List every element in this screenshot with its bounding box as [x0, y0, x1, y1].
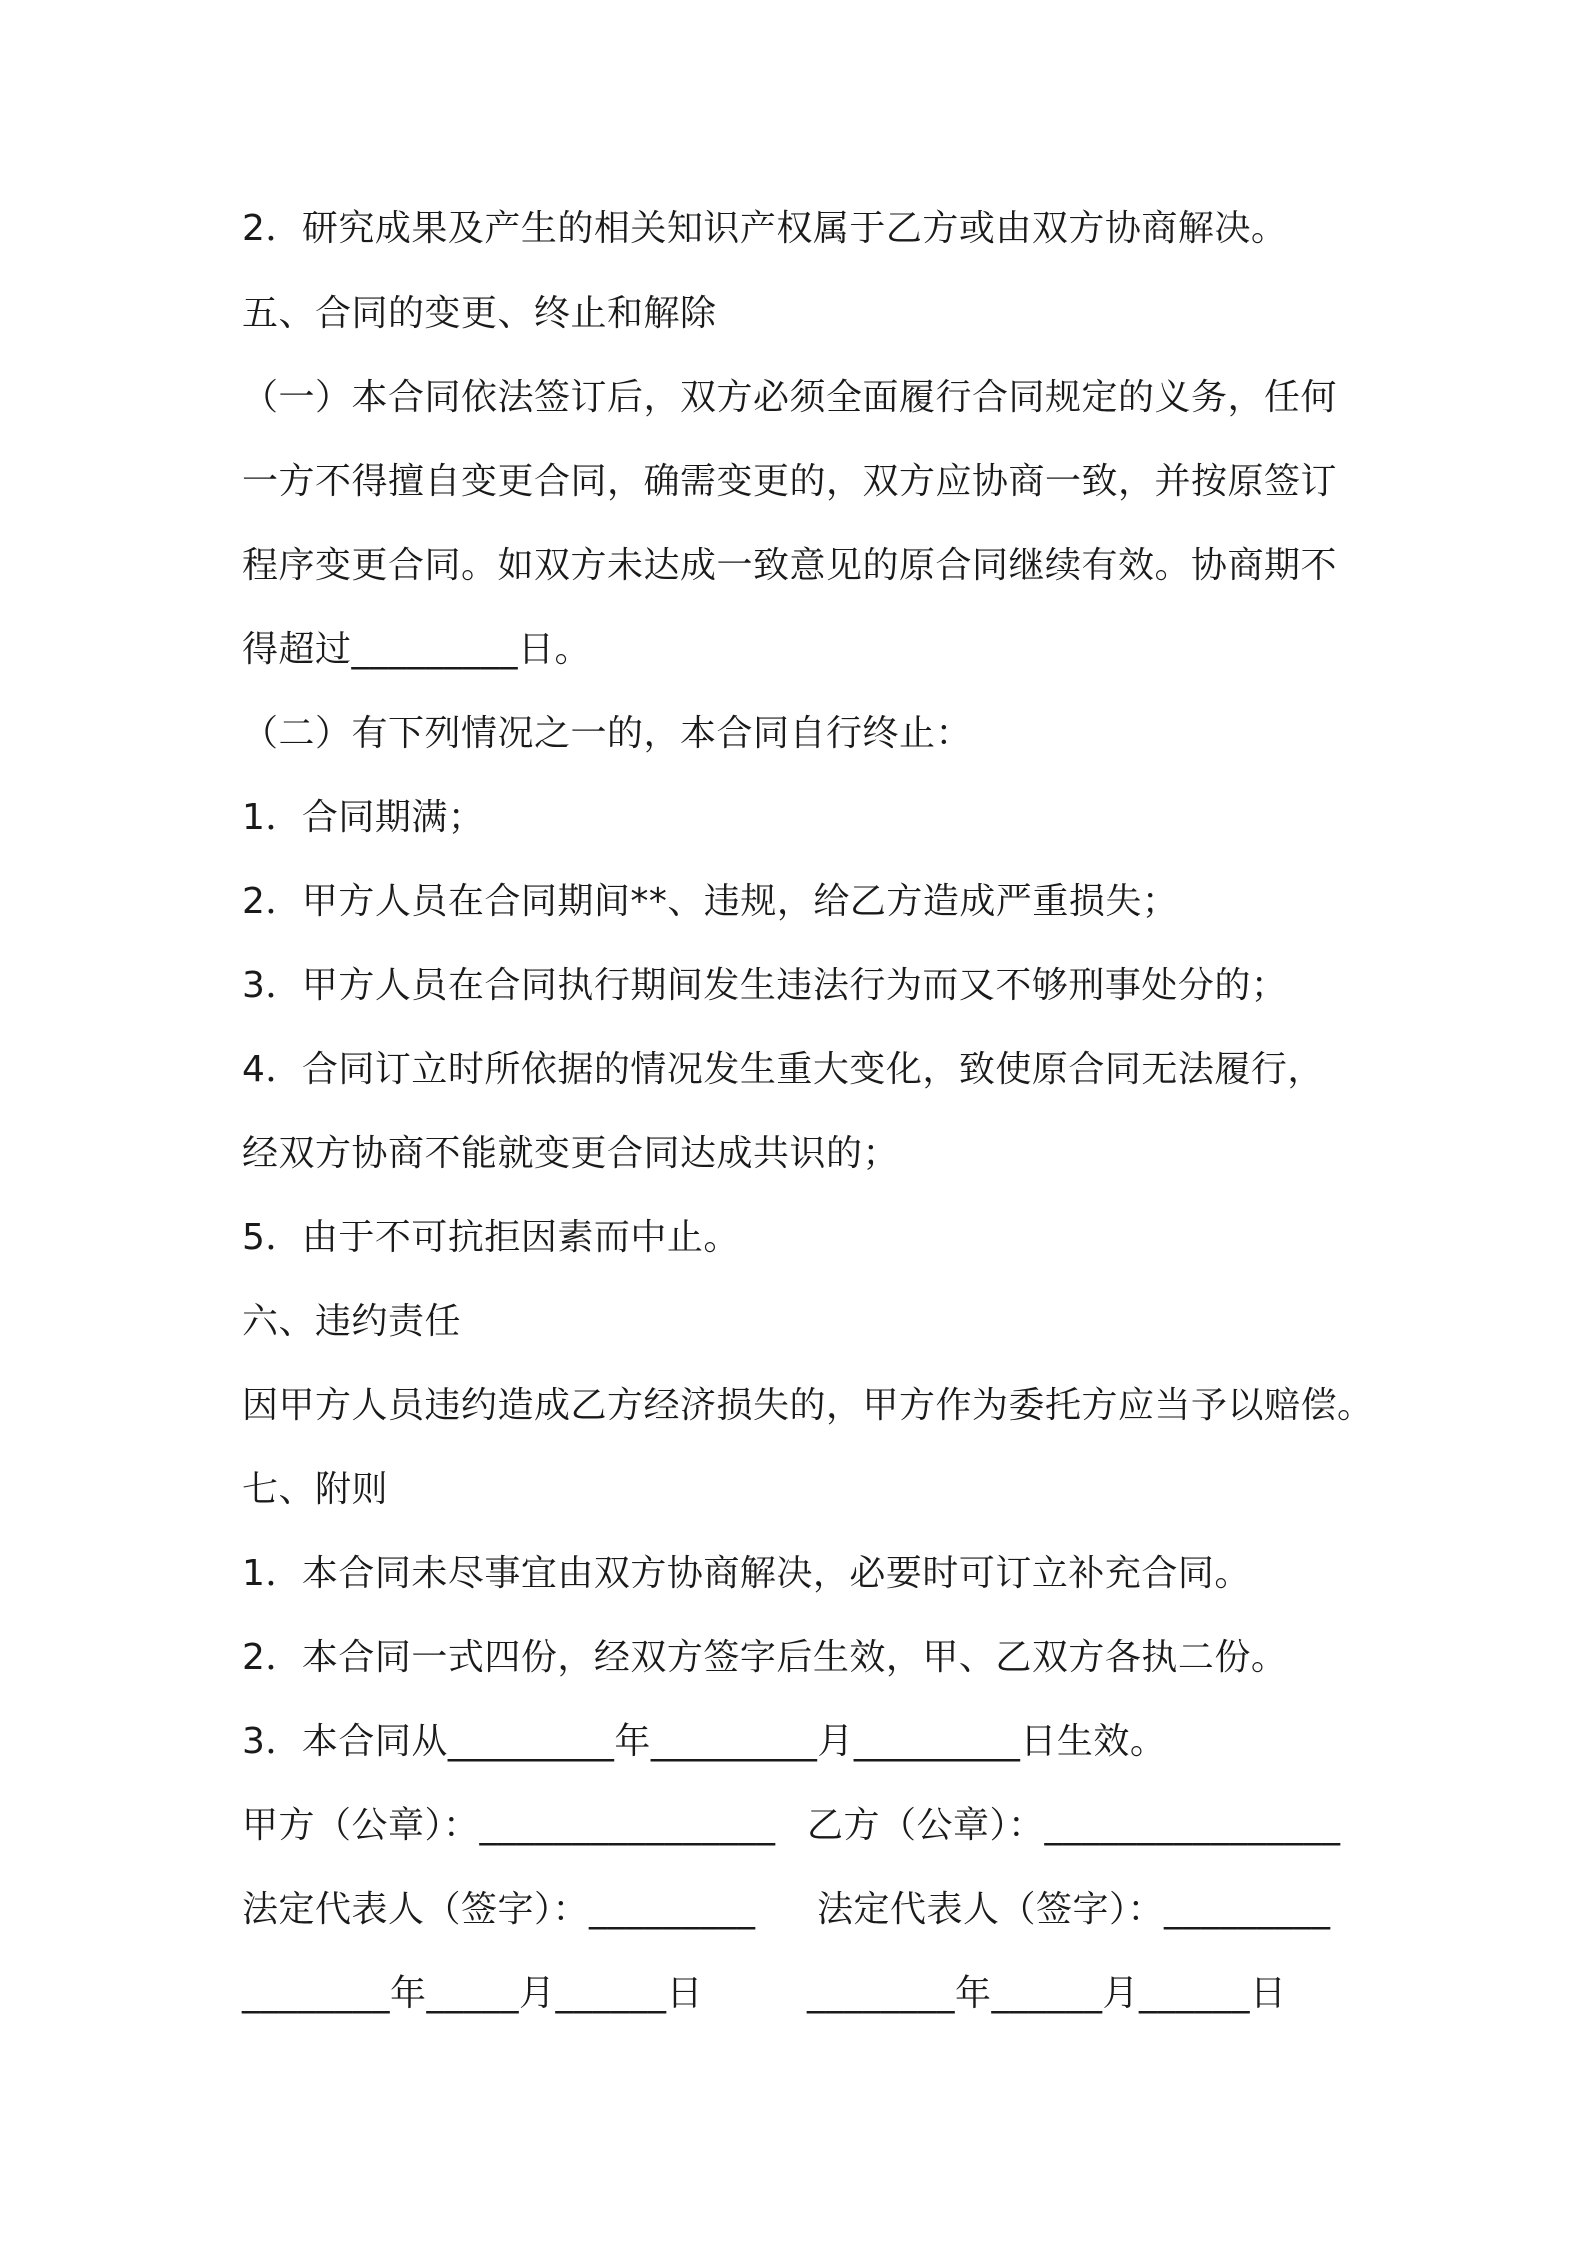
clause-5-1-line-2: 一方不得擅自变更合同，确需变更的，双方应协商一致，并按原签订: [242, 461, 1338, 502]
clause-5-2: 2．研究成果及产生的相关知识产权属于乙方或由双方协商解决。: [242, 208, 1288, 249]
clause-6-text: 因甲方人员违约造成乙方经济损失的，甲方作为委托方应当予以赔偿。: [242, 1385, 1374, 1426]
clause-5-1-line-3: 程序变更合同。如双方未达成一致意见的原合同继续有效。协商期不: [242, 545, 1338, 586]
signature-date-row: [242, 1970, 1287, 2018]
termination-item-5: 5．由于不可抗拒因素而中止。: [242, 1217, 740, 1258]
party-b-seal: 乙方（公章）：________________: [807, 1805, 1341, 1846]
section-5-heading: 五、合同的变更、终止和解除: [242, 293, 717, 334]
clause-5-1-line-1: （一）本合同依法签订后，双方必须全面履行合同规定的义务，任何: [242, 377, 1338, 418]
section-7-heading: 七、附则: [242, 1469, 389, 1510]
clause-5-1-line-4: 得超过_________日。: [242, 629, 592, 670]
party-b-representative: 法定代表人（签字）：_________: [817, 1889, 1331, 1930]
termination-item-4-line-1: 4．合同订立时所依据的情况发生重大变化，致使原合同无法履行，: [242, 1049, 1324, 1090]
party-b-date: ________年______月______日: [807, 1973, 1287, 2014]
clause-7-3: 3．本合同从_________年_________月_________日生效。: [242, 1721, 1167, 1762]
clause-7-1: 1．本合同未尽事宜由双方协商解决，必要时可订立补充合同。: [242, 1553, 1251, 1594]
party-a-seal: 甲方（公章）：________________: [242, 1805, 776, 1846]
clause-7-2: 2．本合同一式四份，经双方签字后生效，甲、乙双方各执二份。: [242, 1637, 1288, 1678]
signature-seal-row: [242, 1802, 1341, 1850]
termination-item-1: 1．合同期满；: [242, 797, 485, 838]
party-a-representative: 法定代表人（签字）：_________: [242, 1889, 756, 1930]
section-6-heading: 六、违约责任: [242, 1301, 462, 1342]
signature-rep-row: [242, 1886, 1331, 1934]
termination-item-2: 2．甲方人员在合同期间**、违规，给乙方造成严重损失；: [242, 881, 1179, 922]
termination-item-4-line-2: 经双方协商不能就变更合同达成共识的；: [242, 1133, 900, 1174]
party-a-date: ________年_____月______日: [242, 1973, 703, 2014]
clause-5-2-heading: （二）有下列情况之一的，本合同自行终止：: [242, 713, 973, 754]
termination-item-3: 3．甲方人员在合同执行期间发生违法行为而又不够刑事处分的；: [242, 965, 1288, 1006]
